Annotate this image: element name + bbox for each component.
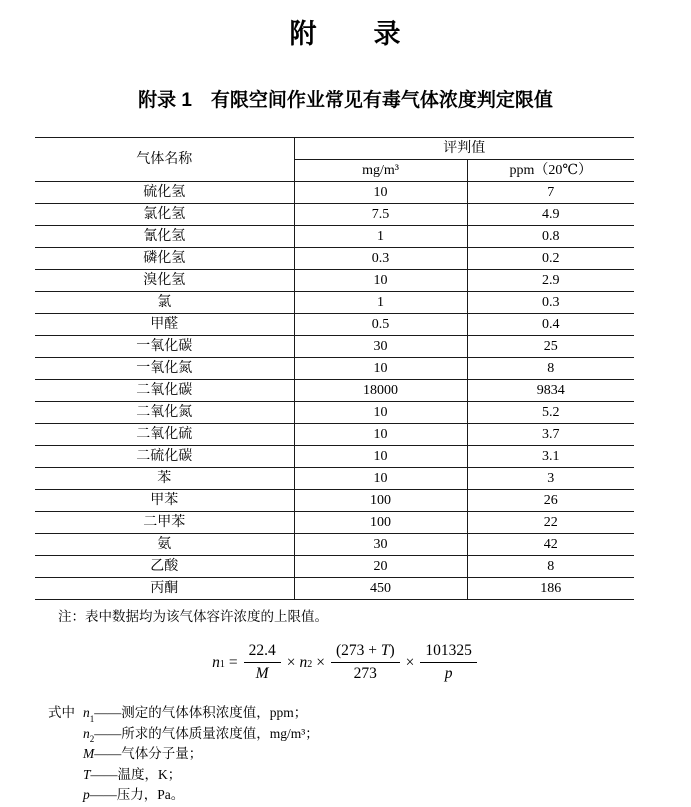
fraction-22_4-over-M: [244, 642, 281, 683]
formula-T-var: T: [380, 642, 390, 659]
gas-name-cell: 二甲苯: [35, 512, 294, 534]
mg-value-cell: 10: [294, 270, 467, 292]
gas-name-cell: 一氧化氮: [35, 358, 294, 380]
formula-definitions: [48, 703, 691, 806]
definition-dash: ——: [89, 787, 117, 802]
fraction-denominator: M: [255, 665, 269, 682]
header-row-1: [35, 138, 634, 160]
mg-value-cell: 1: [294, 292, 467, 314]
mg-unit-header: mg/m³: [294, 160, 467, 182]
table-row: [35, 182, 634, 204]
definition-variable: p: [83, 787, 90, 802]
gas-name-cell: 氰化氢: [35, 226, 294, 248]
ppm-value-cell: 26: [467, 490, 634, 512]
mg-value-cell: 30: [294, 336, 467, 358]
ppm-value-cell: 25: [467, 336, 634, 358]
definition-body: [83, 744, 202, 765]
definition-variable: n: [83, 705, 90, 720]
gas-name-cell: 乙酸: [35, 556, 294, 578]
definition-line: [48, 724, 691, 745]
ppm-value-cell: 5.2: [467, 402, 634, 424]
gas-name-cell: 溴化氢: [35, 270, 294, 292]
gas-name-cell: 硫化氢: [35, 182, 294, 204]
gas-name-cell: 二氧化碳: [35, 380, 294, 402]
definition-description: 测定的气体体积浓度值，ppm；: [121, 705, 308, 720]
definition-body: [83, 765, 181, 786]
ppm-value-cell: 8: [467, 358, 634, 380]
gas-name-cell: 丙酮: [35, 578, 294, 600]
mg-value-cell: 100: [294, 490, 467, 512]
conversion-formula: n $_1$ = $\frac{22.4}{M}$ × n $_2$ × $\frac{(273 + T)}{273}$ × $\frac{101325}{p}$: [0, 642, 691, 683]
table-row: [35, 446, 634, 468]
definition-line: [48, 703, 691, 724]
fraction-temperature: [331, 642, 400, 683]
mg-value-cell: 30: [294, 534, 467, 556]
ppm-value-cell: 9834: [467, 380, 634, 402]
ppm-value-cell: 4.9: [467, 204, 634, 226]
fraction-denominator: 273: [353, 665, 377, 682]
table-row: [35, 512, 634, 534]
table-row: [35, 336, 634, 358]
ppm-unit-header: ppm（20℃）: [467, 160, 634, 182]
table-row: [35, 556, 634, 578]
fraction-pressure: [420, 642, 477, 683]
gas-name-cell: 二氧化硫: [35, 424, 294, 446]
formula-n2-var: n: [299, 653, 308, 671]
mg-value-cell: 10: [294, 468, 467, 490]
ppm-value-cell: 0.3: [467, 292, 634, 314]
mg-value-cell: 20: [294, 556, 467, 578]
fraction-denominator: p: [444, 665, 453, 682]
numerator-text: (273 +: [335, 642, 381, 659]
table-row: [35, 468, 634, 490]
definition-variable: n: [83, 725, 90, 741]
definition-body: [83, 724, 319, 745]
multiply-sign: ×: [316, 653, 325, 671]
table-row: [35, 534, 634, 556]
table-row: [35, 490, 634, 512]
equals-sign: =: [228, 653, 238, 671]
fraction-numerator: [331, 642, 400, 663]
gas-name-cell: 甲醛: [35, 314, 294, 336]
gas-table-body: [35, 182, 634, 600]
ppm-value-cell: 0.2: [467, 248, 634, 270]
mg-value-cell: 1: [294, 226, 467, 248]
definition-line: [48, 744, 691, 765]
definition-dash: ——: [90, 766, 118, 782]
mg-value-cell: 10: [294, 182, 467, 204]
mg-value-cell: 10: [294, 402, 467, 424]
definition-line: [48, 785, 691, 806]
multiply-sign: ×: [405, 653, 415, 671]
toxic-gas-limits-table: [35, 137, 634, 600]
gas-name-cell: 二硫化碳: [35, 446, 294, 468]
ppm-value-cell: 42: [467, 534, 634, 556]
mg-value-cell: 18000: [294, 380, 467, 402]
ppm-value-cell: 22: [467, 512, 634, 534]
fraction-numerator: 101325: [420, 642, 477, 663]
table-note: 注：表中数据均为该气体容许浓度的上限值。: [58, 609, 328, 624]
ppm-value-cell: 2.9: [467, 270, 634, 292]
table-header: [35, 138, 634, 182]
mg-value-cell: 10: [294, 446, 467, 468]
ppm-value-cell: 0.8: [467, 226, 634, 248]
table-row: [35, 424, 634, 446]
table-row: [35, 226, 634, 248]
multiply-sign: ×: [286, 653, 296, 671]
table-row: [35, 380, 634, 402]
definition-line: [48, 765, 691, 786]
table-row: [35, 204, 634, 226]
mg-value-cell: 7.5: [294, 204, 467, 226]
ppm-value-cell: 3.1: [467, 446, 634, 468]
table-row: [35, 248, 634, 270]
table-row: [35, 270, 634, 292]
definition-dash: ——: [94, 705, 122, 720]
gas-name-header: 气体名称: [35, 138, 294, 182]
definition-subscript: 1: [89, 713, 95, 724]
ppm-value-cell: 7: [467, 182, 634, 204]
definition-variable: M: [83, 746, 95, 761]
table-row: [35, 314, 634, 336]
mg-value-cell: 10: [294, 424, 467, 446]
definition-dash: ——: [94, 725, 122, 741]
ppm-value-cell: 0.4: [467, 314, 634, 336]
ppm-value-cell: 186: [467, 578, 634, 600]
definition-dash: ——: [94, 746, 122, 761]
definition-description: 所求的气体质量浓度值，mg/m³；: [121, 725, 319, 741]
definition-variable: T: [83, 766, 91, 782]
table-row: [35, 292, 634, 314]
formula-n1-var: n: [212, 653, 220, 671]
definition-subscript: 2: [89, 734, 95, 745]
appendix-title: 附 录: [289, 19, 402, 49]
ppm-value-cell: 8: [467, 556, 634, 578]
gas-name-cell: 苯: [35, 468, 294, 490]
mg-value-cell: 0.5: [294, 314, 467, 336]
ppm-value-cell: 3: [467, 468, 634, 490]
mg-value-cell: 100: [294, 512, 467, 534]
gas-name-cell: 氯化氢: [35, 204, 294, 226]
definition-description: 气体分子量；: [121, 746, 203, 761]
gas-name-cell: 一氧化碳: [35, 336, 294, 358]
appendix-subtitle: 附录 1 有限空间作业常见有毒气体浓度判定限值: [138, 90, 553, 111]
table-row: [35, 402, 634, 424]
mg-value-cell: 10: [294, 358, 467, 380]
gas-name-cell: 甲苯: [35, 490, 294, 512]
definition-description: 压力，Pa。: [116, 787, 185, 802]
fraction-numerator: 22.4: [244, 642, 281, 663]
table-row: [35, 358, 634, 380]
gas-name-cell: 氯: [35, 292, 294, 314]
ppm-value-cell: 3.7: [467, 424, 634, 446]
gas-name-cell: 磷化氢: [35, 248, 294, 270]
mg-value-cell: 450: [294, 578, 467, 600]
gas-name-cell: 二氧化氮: [35, 402, 294, 424]
numerator-text: ): [389, 642, 395, 659]
mg-value-cell: 0.3: [294, 248, 467, 270]
definition-body: [83, 703, 307, 724]
table-row: [35, 578, 634, 600]
definition-body: [83, 785, 184, 806]
judgment-value-header: 评判值: [294, 138, 634, 160]
gas-name-cell: 氨: [35, 534, 294, 556]
definition-label: 式中: [48, 705, 75, 720]
definition-description: 温度，K；: [117, 766, 182, 782]
